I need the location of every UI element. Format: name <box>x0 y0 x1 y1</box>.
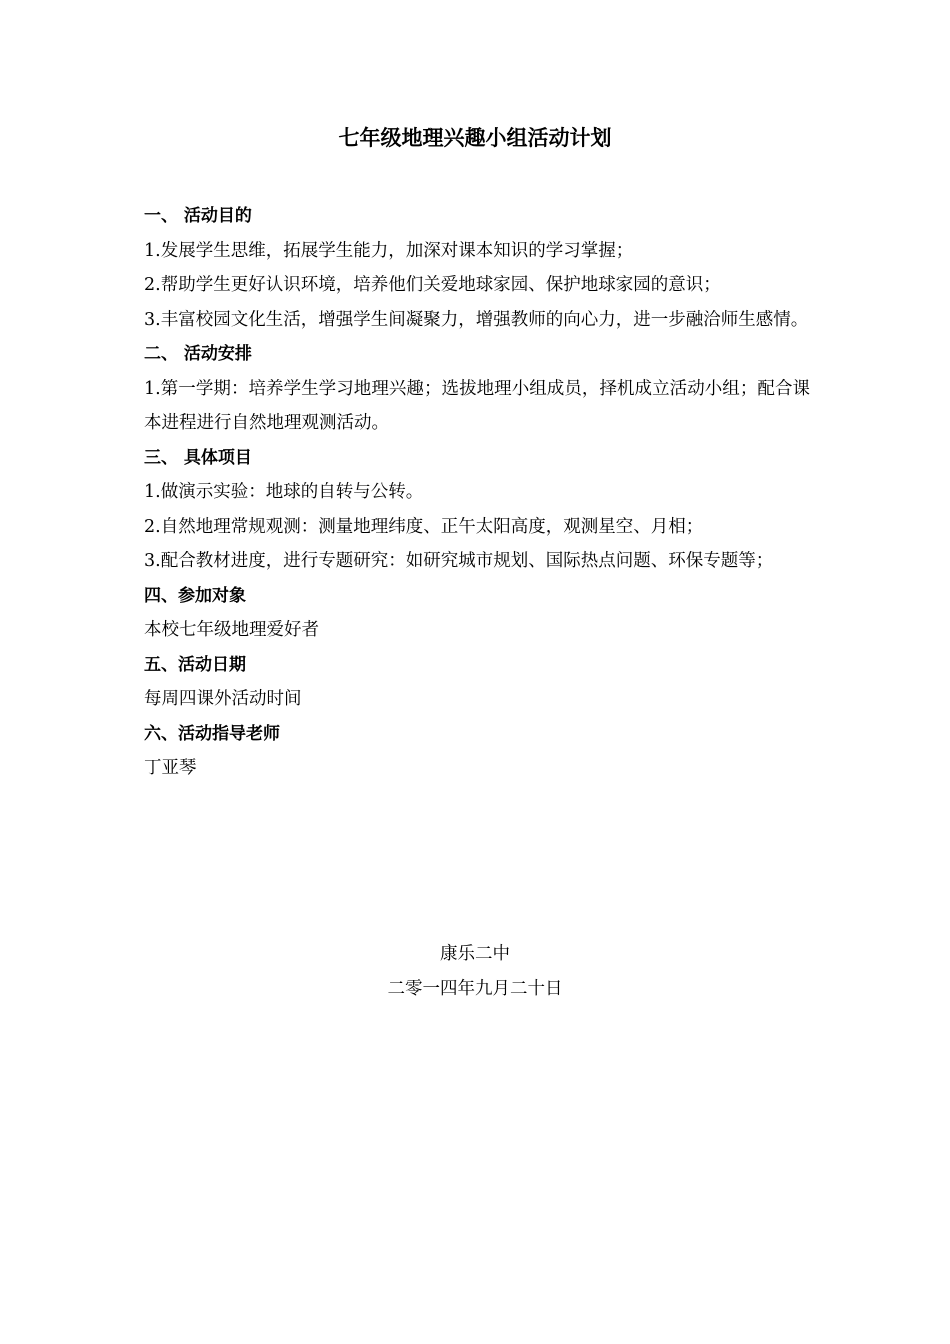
paragraph: 本校七年级地理爱好者 <box>144 620 319 640</box>
section-participants <box>144 579 810 648</box>
signature-block <box>0 937 950 1006</box>
paragraph: 3.配合教材进度，进行专题研究：如研究城市规划、国际热点问题、环保专题等； <box>144 551 774 571</box>
section-arrangement <box>144 337 810 441</box>
paragraph: 1.发展学生思维，拓展学生能力，加深对课本知识的学习掌握； <box>144 240 634 261</box>
paragraph: 2.自然地理常规观测：测量地理纬度、正午太阳高度，观测星空、月相； <box>144 516 704 537</box>
signature-date: 二零一四年九月二十日 <box>387 978 563 999</box>
section-projects <box>144 441 810 579</box>
paragraph: 3.丰富校园文化生活，增强学生间凝聚力，增强教师的向心力，进一步融洽师生感情。 <box>144 309 809 330</box>
section-purpose <box>144 199 810 337</box>
section-heading: 五、活动日期 <box>144 654 246 675</box>
document-body <box>144 199 810 786</box>
section-heading: 二、 活动安排 <box>144 344 252 364</box>
signature-organization: 康乐二中 <box>440 944 510 964</box>
paragraph: 每周四课外活动时间 <box>144 689 302 709</box>
section-heading: 一、 活动目的 <box>144 206 252 226</box>
paragraph: 2.帮助学生更好认识环境，培养他们关爱地球家园、保护地球家园的意识； <box>144 275 721 295</box>
section-advisor <box>144 717 810 786</box>
section-heading: 三、 具体项目 <box>144 447 252 468</box>
section-schedule <box>144 648 810 717</box>
paragraph: 1.第一学期：培养学生学习地理兴趣；选拔地理小组成员，择机成立活动小组；配合课本进程进行自然地理观测活动。 <box>144 378 810 433</box>
section-heading: 六、活动指导老师 <box>144 723 280 744</box>
paragraph: 丁亚琴 <box>144 758 197 778</box>
section-heading: 四、参加对象 <box>144 585 246 606</box>
paragraph: 1.做演示实验：地球的自转与公转。 <box>144 482 424 502</box>
document-title: 七年级地理兴趣小组活动计划 <box>338 126 612 150</box>
